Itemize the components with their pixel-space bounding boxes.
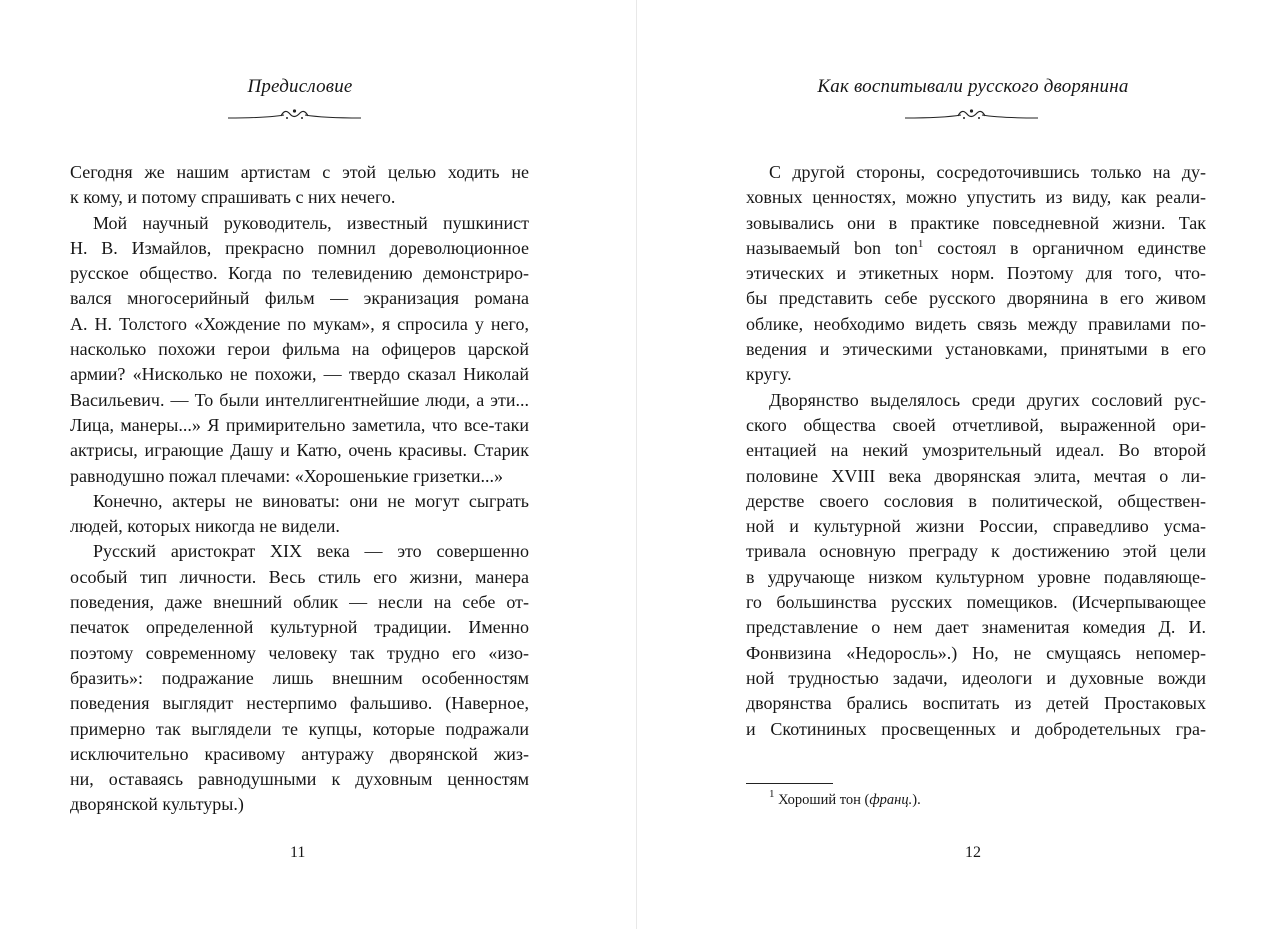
text-line: облике, необходимо видеть связь между правилами по- (746, 313, 1206, 334)
text-line: кругу. (746, 364, 792, 385)
text-line: Дворянство выделялось среди других сословий рус- (769, 389, 1206, 410)
right-page (637, 0, 1273, 929)
text-line: дерстве своего сословия в политической, обществен- (746, 490, 1206, 511)
text-line: в удручающе низком культурном уровне подавляюще- (746, 566, 1206, 587)
text-line: ведения и этическими установками, принятыми в его (746, 339, 1206, 360)
text-line: А. Н. Толстого «Хождение по мукам», я спросила у него, (70, 313, 529, 334)
text-line: Фонвизина «Недоросль».) Но, не смущаясь непомер- (746, 642, 1206, 663)
text-line: к кому, и потому спрашивать с них нечего. (70, 187, 396, 208)
text-line: ского общества своей отчетливой, выраженной ори- (746, 414, 1206, 435)
text-line: вался многосерийный фильм — экранизация романа (70, 288, 529, 309)
text-line: людей, которых никогда не видели. (70, 516, 340, 537)
text-line: насколько похожи герои фильма на офицеров царской (70, 339, 529, 360)
text-line: поведения, даже внешний облик — несли на себе от- (70, 592, 529, 613)
text-line: тривала основную преграду к достижению этой цели (746, 541, 1206, 562)
ornament-divider-right (903, 106, 1040, 122)
text-line: ховных ценностях, можно упустить из виду, как реали- (746, 187, 1206, 208)
footnote-rule (746, 783, 833, 784)
text-line: печаток определенной культурной традиции. Именно (70, 617, 529, 638)
text-line: Васильевич. — То были интеллигентнейшие люди, а эти... (70, 389, 529, 410)
text-line: поведения выглядит нестерпимо фальшиво. (Наверное, (70, 693, 529, 714)
text-line: ной и культурной жизни России, справедливо усма- (746, 516, 1206, 537)
footnote (769, 788, 921, 809)
text-line: бы представить себе русского дворянина в его живом (746, 288, 1206, 309)
text-line: Русский аристократ XIX века — это совершенно (93, 541, 529, 562)
text-line-bon-ton (746, 236, 1206, 261)
left-body-text (70, 160, 529, 818)
text-line: дворянства брались воспитать из детей Простаковых (746, 693, 1206, 714)
text-line: особый тип личности. Весь стиль его жизни, манера (70, 566, 529, 587)
footnote-text: Хороший тон ( (778, 792, 870, 808)
text-line: равнодушно пожал плечами: «Хорошенькие гризетки...» (70, 465, 504, 486)
footnote-italic: франц. (869, 792, 913, 808)
text-line: С другой стороны, сосредоточившись только на ду- (769, 162, 1206, 182)
bon-ton-tail: состоял в органичном единстве (923, 237, 1206, 258)
text-line: бразить»: подражание лишь внешним особенностям (70, 667, 529, 688)
footnote-reference: 1 (917, 237, 924, 250)
text-line: го большинства русских помещиков. (Исчерпывающее (746, 592, 1206, 613)
text-line: дворянской культуры.) (70, 794, 244, 815)
text-line: Конечно, актеры не виноваты: они не могут сыграть (93, 490, 529, 511)
text-line: армии? «Нисколько не похожи, — твердо сказал Николай (70, 364, 529, 385)
running-head-right: Как воспитывали русского дворянина (817, 76, 1129, 97)
text-line: и Скотининых просвещенных и добродетельных гра- (746, 718, 1206, 739)
text-line: представление о нем дает знаменитая комедия Д. И. (746, 617, 1206, 638)
text-line: этических и этикетных норм. Поэтому для того, что- (746, 263, 1206, 284)
text-line: актрисы, играющие Дашу и Катю, очень красивы. Старик (70, 440, 529, 461)
page-number-right: 12 (965, 844, 981, 861)
page-number-left: 11 (290, 844, 306, 861)
text-line: Мой научный руководитель, известный пушкинист (93, 212, 529, 233)
text-line: исключительно красивому антуражу дворянской жиз- (70, 743, 529, 764)
text-line: примерно так выглядели те купцы, которые подражали (70, 718, 529, 739)
text-line: ни, оставаясь равнодушными к духовным ценностям (70, 769, 529, 790)
left-page (0, 0, 636, 929)
running-head-left: Предисловие (247, 76, 353, 97)
text-line: поэтому современному человеку так трудно его «изо- (70, 642, 529, 663)
footnote-end: ). (912, 792, 921, 808)
bon-ton-text: называемый bon ton (746, 237, 918, 258)
footnote-marker: 1 (769, 788, 775, 800)
text-line: зовывались они в практике повседневной жизни. Так (746, 212, 1206, 233)
right-body-text (746, 160, 1206, 742)
text-line: Сегодня же нашим артистам с этой целью ходить не (70, 162, 529, 182)
text-line: ентацией на некий умозрительный идеал. Во второй (746, 440, 1206, 461)
text-line: ной трудностью задачи, идеологи и духовные вожди (746, 667, 1206, 688)
text-line: Лица, манеры...» Я примирительно заметила, что все-таки (70, 414, 529, 435)
text-line: Н. В. Измайлов, прекрасно помнил дореволюционное (70, 237, 529, 258)
text-line: русское общество. Когда по телевидению демонстриро- (70, 263, 529, 284)
ornament-divider-left (226, 106, 363, 122)
text-line: половине XVIII века дворянская элита, мечтая о ли- (746, 465, 1206, 486)
